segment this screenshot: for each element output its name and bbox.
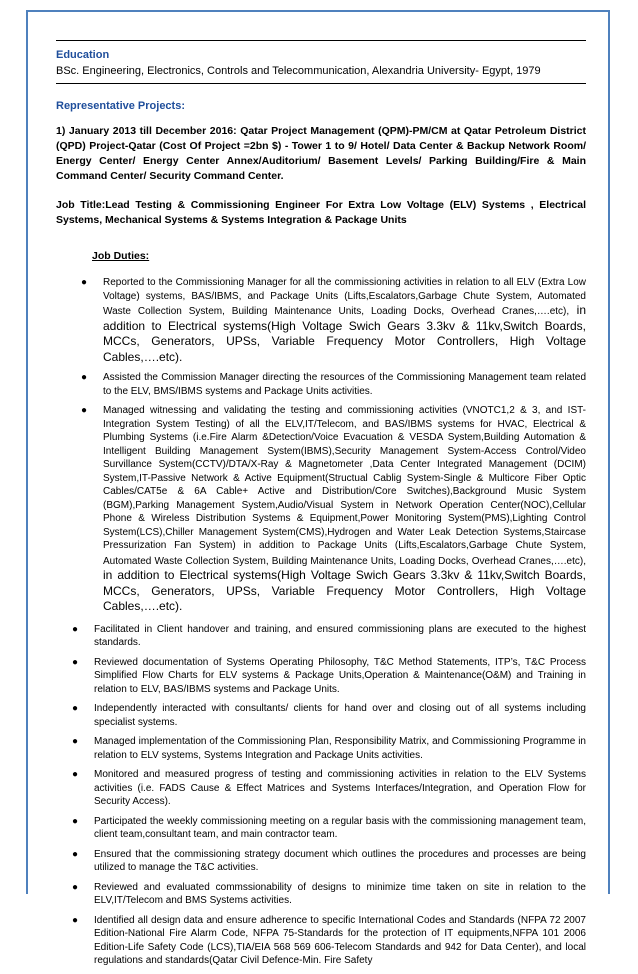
duty-text: Independently interacted with consultants/ clients for hand over and closing out of all systems including specialist systems. <box>94 703 586 728</box>
list-item <box>72 702 586 729</box>
list-item <box>72 735 586 762</box>
bullet-icon: ● <box>72 769 79 780</box>
education-divider <box>56 83 586 84</box>
duty-text: Monitored and measured progress of testing and commissioning activities in relation to the ELV Systems activities (i.e. FADS Cause & Effect Matrices and Systems Interfaces/Integration, and Operation Flow for Security Access). <box>94 769 586 807</box>
job-title: Job Title:Lead Testing & Commissioning Engineer For Extra Low Voltage (ELV) Systems , Electrical Systems, Mechanical Systems & Systems Integration & Package Units <box>56 199 586 226</box>
duty-text: Participated the weekly commissioning meeting on a regular basis with the commissioning management team, client team,consultant team, and main contractor team. <box>94 815 586 840</box>
duty-text-large: in addition to Electrical systems(High Voltage Swich Gears 3.3kv & 11kv,Switch Boards, MCCs, Generators, UPSs, Variable Frequency Motor Controllers, High Voltage Cables,….etc). <box>103 303 586 364</box>
bullet-icon: ● <box>72 881 79 893</box>
duty-text: Reported to the Commissioning Manager for all the commissioning activities in relation to all ELV (Extra Low Voltage) systems, BAS/IBMS, and Package Units (Lifts,Escalators,Garbage Chute System, Automated Waste Collection System, Building Maintenance Units, Loading Docks, Overhead Cranes,….etc), <box>103 277 586 317</box>
duty-text: Reviewed and evaluated commssionability of designs to minimize time taken on site in relation to the ELV,IT/Telecom and BMS Systems activities. <box>94 881 586 906</box>
resume-content <box>56 40 586 974</box>
bullet-icon: ● <box>72 914 79 926</box>
education-degree: BSc. Engineering, Electronics, Controls and Telecommunication, Alexandria University- Egypt, 1979 <box>56 65 541 77</box>
duty-text-large: in addition to Electrical systems(High Voltage Swich Gears 3.3kv & 11kv,Switch Boards, MCCs, Generators, UPSs, Variable Frequency Motor Controllers, High Voltage Cables,….etc). <box>103 568 586 613</box>
duty-text: Assisted the Commission Manager directing the resources of the Commissioning Management team related to the ELV, BMS/IBMS systems and Package Units activities. <box>103 372 586 397</box>
list-item <box>72 656 586 697</box>
list-item <box>72 881 586 908</box>
duty-text: Managed witnessing and validating the testing and commissioning activities (VNOTC1,2 & 3, and IST-Integration System Testing) of all the ELV,IT/Telecom, and BAS/IBMS systems for HVAC, Electrical & Plumbing Systems (i.e.Fire Alarm &Detection/Voice Evacuation & VESDA System,Building Automation & Intelligent Building Management System(IBMS),Security Management System-Access Control/Video Survillance System(CCTV)/DTA/X-Ray & Magnetometer ,Data Center Integrated Management (DCIM) System,IT-Passive Network & Active Equipment(Structual Cablig System-Single & Multicore Fiber Optic Cables/CAT5e & 6A Cable+ Active and Distribution/Core Switches),Background Music System (BGM),Parking Management System,Audio/Visual System in Network Operation Center(NOC),Cellular Phone & Wireless Distribution Systems & Equipment,Power Monitoring System(PMS),Lighting Control System(LCS),Chiller Management System(CMS),Hydrogen and Water Leak Detection Systems,Staircase Pressurization Fan System) in addition to Package Units (Lifts,Escalators,Garbage Chute System, Automated Waste Collection System, Building Maintenance Units, Loading Docks, Overhead Cranes,….etc), <box>103 405 586 567</box>
bullet-icon: ● <box>72 623 79 635</box>
list-item <box>72 914 586 968</box>
list-item <box>72 768 586 809</box>
duty-text: Facilitated in Client handover and training, and ensured commissioning plans are executed to the highest standards. <box>94 623 586 648</box>
duty-text: Identified all design data and ensure adherence to specific International Codes and Standards (NFPA 72 2007 Edition-National Fire Alarm Code, NFPA 75-Standards for the protection of IT equipments,NFPA 101 2006 Edition-Life Safety Code (LCS),TIA/EIA 568 569 606-Telecom Standards and 942 for Data Center), and local regulations and standards(Qatar Civil Defence-Min. Fire Safety <box>94 914 586 966</box>
top-divider <box>56 40 586 41</box>
bullet-icon: ● <box>81 277 88 288</box>
bullet-icon: ● <box>72 703 79 714</box>
job-duties-list <box>56 276 586 615</box>
more-duties-list <box>56 623 586 968</box>
project-description: 1) January 2013 till December 2016: Qatar Project Management (QPM)-PM/CM at Qatar Petroleum District (QPD) Project-Qatar (Cost Of Project =2bn $) - Tower 1 to 9/ Hotel/ Data Center & Backup Network Room/ Energy Center/ Energy Center Annex/Auditorium/ Basement Levels/ Parking Building/Fire & Main Command Center/ Security Command Center. <box>56 125 586 182</box>
duty-text: Managed implementation of the Commissioning Plan, Responsibility Matrix, and Commissioning Programme in relation to ELV systems, Systems Integration and Package Units activities. <box>94 736 586 761</box>
bullet-icon: ● <box>72 656 79 668</box>
duty-text: Reviewed documentation of Systems Operating Philosophy, T&C Method Statements, ITP’s, T&C Process Simplified Flow Charts for ELV systems & Package Units,Operation & Maintenance(O&M) and Training in relation to ELV, BAS/IBMS systems and Package Units. <box>94 656 586 695</box>
bullet-icon: ● <box>81 372 88 383</box>
list-item <box>81 276 586 365</box>
list-item <box>81 371 586 398</box>
education-heading: Education <box>56 49 110 61</box>
list-item <box>72 623 586 650</box>
bullet-icon: ● <box>72 848 79 860</box>
list-item <box>72 848 586 875</box>
list-item <box>81 404 586 615</box>
projects-heading: Representative Projects: <box>56 100 185 112</box>
list-item <box>72 815 586 842</box>
bullet-icon: ● <box>81 405 88 416</box>
duty-text: Ensured that the commissioning strategy document which outlines the procedures and processes are being utilized to manage the T&C activities. <box>94 848 586 873</box>
bullet-icon: ● <box>72 736 79 747</box>
bullet-icon: ● <box>72 815 79 827</box>
job-duties-heading: Job Duties: <box>92 250 150 262</box>
